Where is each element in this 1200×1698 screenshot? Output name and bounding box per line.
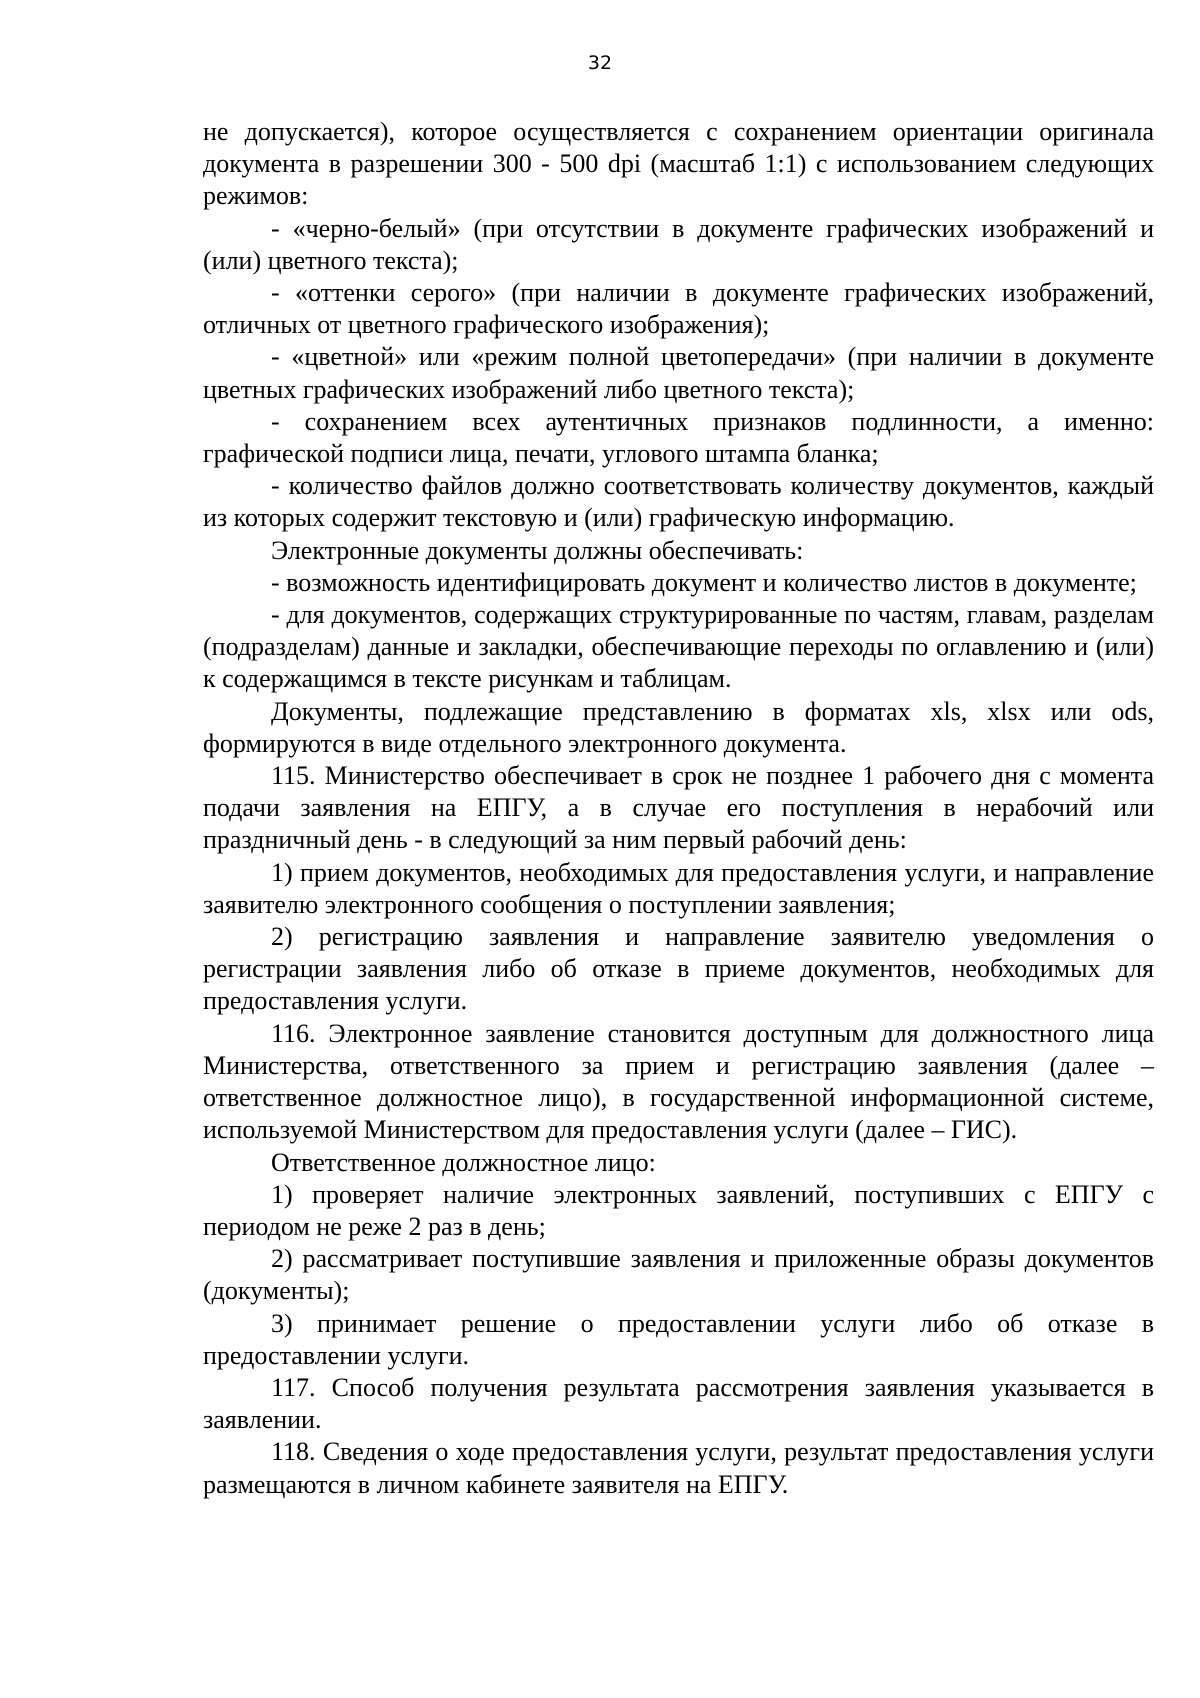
document-body — [203, 116, 1154, 1501]
list-item: 3) принимает решение о предоставлении услуги либо об отказе в предоставлении услуги. — [203, 1308, 1154, 1370]
list-item: - для документов, содержащих структурированные по частям, главам, разделам (подразделам) данные и закладки, обеспечивающие переходы по оглавлению и (или) к содержащимся в тексте рисункам и таблицам. — [203, 600, 1154, 694]
clause-118: 118. Сведения о ходе предоставления услуги, результат предоставления услуги размещаются в личном кабинете заявителя на ЕПГУ. — [203, 1437, 1154, 1499]
clause-115: 115. Министерство обеспечивает в срок не позднее 1 рабочего дня с момента подачи заявления на ЕПГУ, а в случае его поступления в нерабочий или праздничный день - в следующий за ним первый рабочий день: — [203, 761, 1154, 855]
paragraph: Ответственное должностное лицо: — [271, 1147, 656, 1177]
list-item: - возможность идентифицировать документ и количество листов в документе; — [271, 567, 1137, 597]
list-item: - «черно-белый» (при отсутствии в документе графических изображений и (или) цветного текста); — [203, 213, 1154, 275]
paragraph: Документы, подлежащие представлению в форматах xls, xlsx или ods, формируются в виде отдельного электронного документа. — [203, 696, 1154, 758]
clause-116: 116. Электронное заявление становится доступным для должностного лица Министерства, ответственного за прием и регистрацию заявления (далее – ответственное должностное лицо), в государственной информационной системе, используемой Министерством для предоставления услуги (далее – ГИС). — [203, 1018, 1154, 1145]
page-number: 32 — [587, 52, 613, 74]
list-item: - «цветной» или «режим полной цветопередачи» (при наличии в документе цветных графических изображений либо цветного текста); — [203, 342, 1154, 404]
paragraph: Электронные документы должны обеспечивать: — [271, 535, 804, 565]
list-item: 2) рассматривает поступившие заявления и приложенные образы документов (документы); — [203, 1244, 1154, 1306]
list-item: 1) проверяет наличие электронных заявлений, поступивших с ЕПГУ с периодом не реже 2 раз в день; — [203, 1179, 1154, 1241]
list-item: - сохранением всех аутентичных признаков подлинности, а именно: графической подписи лица, печати, углового штампа бланка; — [203, 406, 1154, 469]
paragraph: не допускается), которое осуществляется с сохранением ориентации оригинала документа в разрешении 300 - 500 dpi (масштаб 1:1) с использованием следующих режимов: — [203, 117, 1154, 211]
list-item: - «оттенки серого» (при наличии в документе графических изображений, отличных от цветного графического изображения); — [203, 278, 1154, 340]
list-item: 2) регистрацию заявления и направление заявителю уведомления о регистрации заявления либо об отказе в приеме документов, необходимых для предоставления услуги. — [203, 922, 1154, 1016]
list-item: - количество файлов должно соответствовать количеству документов, каждый из которых содержит текстовую и (или) графическую информацию. — [203, 471, 1154, 533]
clause-117: 117. Способ получения результата рассмотрения заявления указывается в заявлении. — [203, 1372, 1154, 1435]
list-item: 1) прием документов, необходимых для предоставления услуги, и направление заявителю электронного сообщения о поступлении заявления; — [203, 857, 1154, 919]
